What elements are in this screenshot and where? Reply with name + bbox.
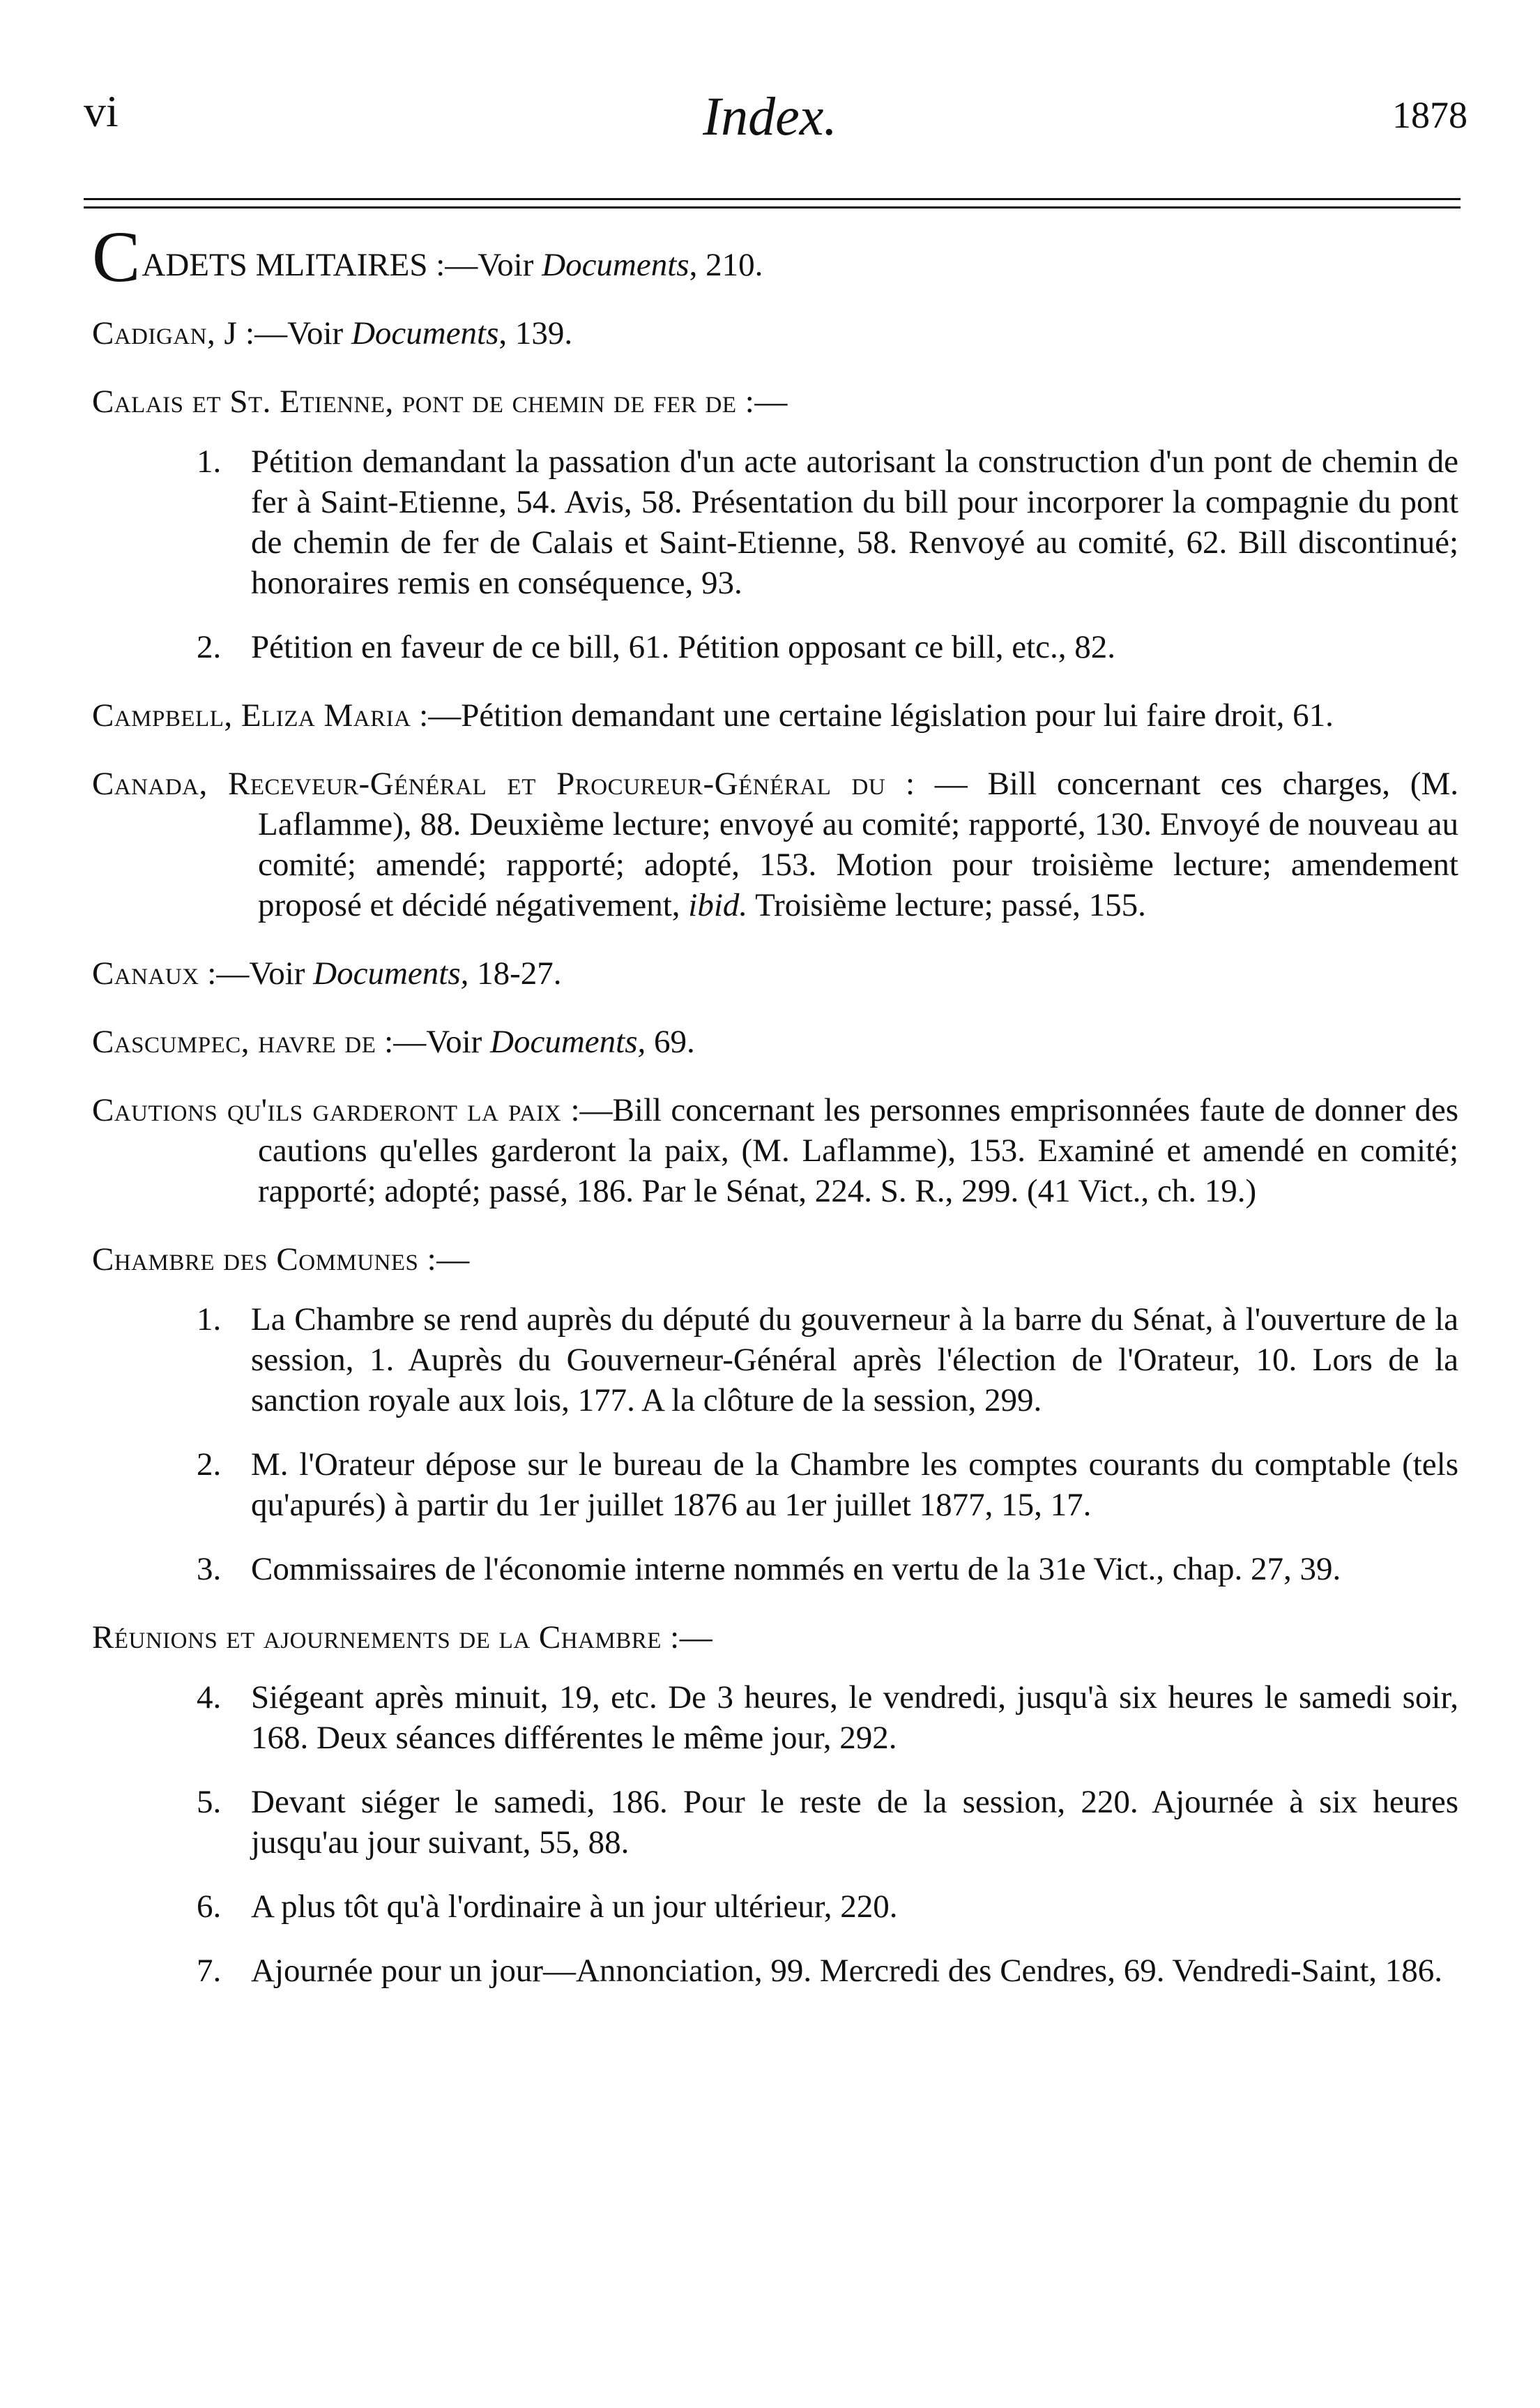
page-number: vi (84, 86, 119, 136)
list-item (92, 1886, 1458, 1927)
item-text: Pétition en faveur de ce bill, 61. Pétition opposant ce bill, etc., 82. (251, 629, 1115, 665)
entry-ref: Documents (542, 247, 689, 283)
entry-ref: Documents, (313, 955, 469, 992)
entry-head: Cascumpec, havre de (92, 1024, 376, 1060)
item-number: 1. (197, 1301, 222, 1338)
item-text: Ajournée pour un jour—Annonciation, 99. Mercredi des Cendres, 69. Vendredi-Saint, 186. (251, 1953, 1443, 1989)
item-number: 5. (197, 1784, 222, 1820)
entry-text: :—Voir (376, 1024, 491, 1060)
entry-text: :—Pétition demandant une certaine législation pour lui faire droit, 61. (411, 697, 1334, 734)
list-item (92, 441, 1458, 603)
entry-chambre-items (92, 1299, 1458, 1589)
entry-cadigan (92, 313, 1458, 354)
list-item (92, 1549, 1458, 1589)
entry-canada (92, 764, 1458, 925)
entry-head: Chambre des Communes :— (92, 1241, 470, 1278)
header-rule-bottom (84, 206, 1461, 209)
entry-head: Canada, Receveur-Général et Procureur-Général du (92, 766, 886, 802)
entry-head: Réunions et ajournements de la Chambre :— (92, 1619, 713, 1656)
item-number: 3. (197, 1551, 222, 1587)
item-text: Devant siéger le samedi, 186. Pour le reste de la session, 220. Ajournée à six heures jusqu'au jour suivant, 55, 88. (251, 1784, 1458, 1861)
entry-text: :—Voir (237, 315, 351, 351)
item-number: 4. (197, 1679, 222, 1716)
list-item (92, 1782, 1458, 1863)
entry-reunions-head (92, 1617, 1458, 1658)
entry-tail: , 210. (689, 247, 763, 283)
entry-head: ADETS MLITAIRES (142, 247, 428, 283)
entry-canaux (92, 953, 1458, 994)
item-number: 2. (197, 629, 222, 665)
entry-campbell (92, 695, 1458, 736)
entry-cautions (92, 1090, 1458, 1211)
item-text: A plus tôt qu'à l'ordinaire à un jour ultérieur, 220. (251, 1888, 898, 1925)
entry-head: Campbell, Eliza Maria (92, 697, 411, 734)
entry-text: : — Bill concernant ces charges, (M. Laflamme), 88. Deuxième lecture; envoyé au comité; rapporté, 130. Envoyé de nouveau au comité; amendé; rapporté; adopté, 153. Motion pour troisième lecture; amendement proposé et décidé négativement, (258, 766, 1458, 923)
item-number: 2. (197, 1446, 222, 1483)
entry-calais-head (92, 381, 1458, 422)
page-title: Index. (703, 86, 837, 146)
entry-cascumpec (92, 1022, 1458, 1062)
entry-chambre-head (92, 1239, 1458, 1280)
entry-tail: 69. (646, 1024, 695, 1060)
entry-text: :—Voir (199, 955, 314, 992)
entry-cadets (92, 217, 1458, 297)
entry-calais-items (92, 441, 1458, 667)
item-text: La Chambre se rend auprès du député du gouverneur à la barre du Sénat, à l'ouverture de la session, 1. Auprès du Gouverneur-Général après l'élection de l'Orateur, 10. Lors de la sanction royale aux lois, 177. A la clôture de la session, 299. (251, 1301, 1458, 1418)
item-number: 6. (197, 1888, 222, 1925)
entry-text: :—Bill concernant les personnes emprisonnées faute de donner des cautions qu'elles garderont la paix, (M. Laflamme), 153. Examiné et amendé en comité; rapporté; adopté; passé, 186. Par le Sénat, 224. S. R., 299. (41 Vict., ch. 19.) (258, 1092, 1458, 1209)
header-rule-top (84, 198, 1461, 200)
entry-reunions-items (92, 1677, 1458, 1991)
item-text: Siégeant après minuit, 19, etc. De 3 heures, le vendredi, jusqu'à six heures le samedi soir, 168. Deux séances différentes le même jour, 292. (251, 1679, 1458, 1756)
entry-tail: 18-27. (468, 955, 562, 992)
list-item (92, 1299, 1458, 1421)
list-item (92, 1677, 1458, 1758)
list-item (92, 1951, 1458, 1991)
item-number: 1. (197, 444, 222, 480)
entry-head: Cautions qu'ils garderont la paix (92, 1092, 562, 1128)
index-content (92, 217, 1458, 2019)
year: 1878 (1392, 94, 1467, 136)
entry-text: :—Voir (427, 247, 542, 283)
entry-head: Canaux (92, 955, 199, 992)
entry-ref: Documents, (490, 1024, 646, 1060)
item-text: Pétition demandant la passation d'un acte autorisant la construction d'un pont de chemin de fer à Saint-Etienne, 54. Avis, 58. Présentation du bill pour incorporer la compagnie du pont de chemin de fer de Calais et Saint-Etienne, 58. Renvoyé au comité, 62. Bill discontinué; honoraires remis en conséquence, 93. (251, 444, 1458, 601)
entry-ref: Documents (351, 315, 499, 351)
entry-ref: ibid. (688, 887, 748, 923)
item-text: Commissaires de l'économie interne nommés en vertu de la 31e Vict., chap. 27, 39. (251, 1551, 1341, 1587)
entry-text-2: Troisième lecture; passé, 155. (747, 887, 1146, 923)
drop-cap: C (92, 217, 141, 297)
entry-head: Calais et St. Etienne, pont de chemin de fer de :— (92, 384, 788, 420)
list-item (92, 627, 1458, 667)
item-number: 7. (197, 1953, 222, 1989)
entry-head: Cadigan, J (92, 315, 238, 351)
list-item (92, 1444, 1458, 1525)
item-text: M. l'Orateur dépose sur le bureau de la Chambre les comptes courants du comptable (tels qu'apurés) à partir du 1er juillet 1876 au 1er juillet 1877, 15, 17. (251, 1446, 1458, 1523)
entry-tail: , 139. (498, 315, 573, 351)
